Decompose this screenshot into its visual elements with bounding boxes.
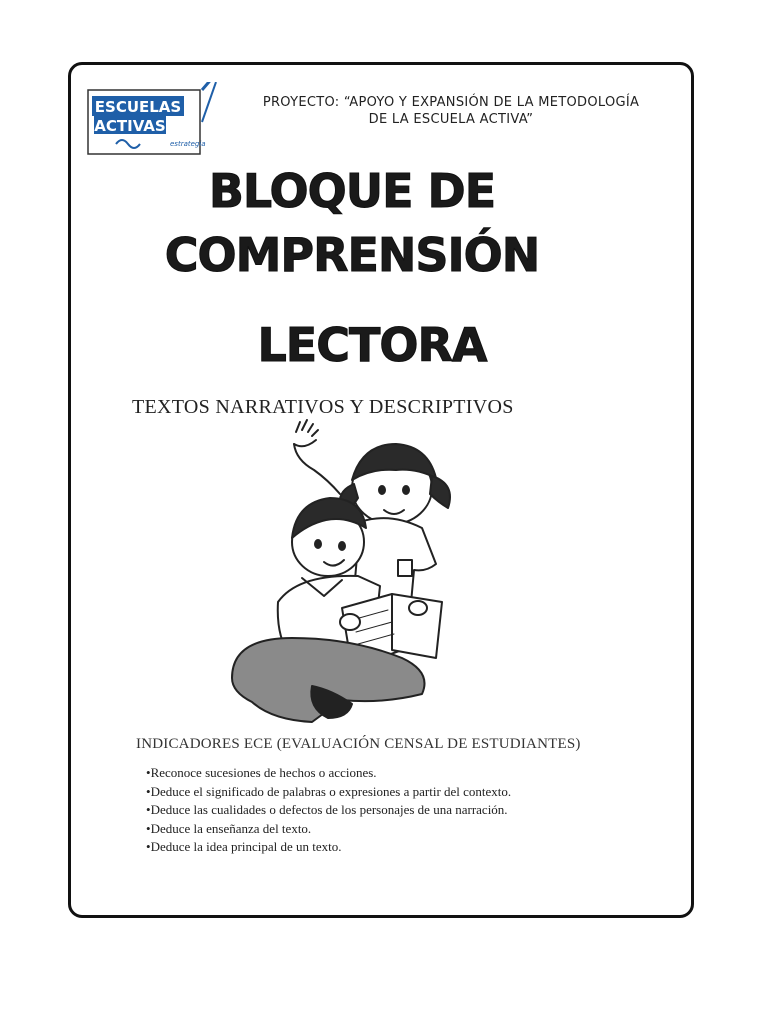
project-header	[216, 94, 686, 128]
indicators-heading: INDICADORES ECE (EVALUACIÓN CENSAL DE ESTUDIANTES)	[136, 736, 581, 752]
title-line-3: LECTORA	[257, 318, 487, 372]
logo-line1: ESCUELAS	[94, 98, 182, 116]
project-line-1: PROYECTO: “APOYO Y EXPANSIÓN DE LA METODOLOGÍA	[262, 95, 640, 110]
indicator-item: • Deduce las cualidades o defectos de los personajes de una narración.	[146, 801, 511, 820]
logo-tag: estrategia	[170, 140, 206, 148]
indicator-item: • Deduce la enseñanza del texto.	[146, 820, 511, 839]
title-line-2: COMPRENSIÓN	[164, 228, 540, 282]
indicator-item: • Deduce la idea principal de un texto.	[146, 838, 511, 857]
children-reading-illustration	[222, 418, 462, 730]
indicators-list	[146, 764, 511, 857]
logo-line2: ACTIVAS	[94, 117, 166, 135]
indicator-item: • Reconoce sucesiones de hechos o acciones.	[146, 764, 511, 783]
indicator-item: • Deduce el significado de palabras o expresiones a partir del contexto.	[146, 783, 511, 802]
escuelas-activas-logo	[86, 82, 218, 158]
title-line-1: BLOQUE DE	[208, 164, 496, 218]
subtitle: TEXTOS NARRATIVOS Y DESCRIPTIVOS	[132, 396, 514, 418]
project-line-2: DE LA ESCUELA ACTIVA”	[368, 112, 534, 127]
